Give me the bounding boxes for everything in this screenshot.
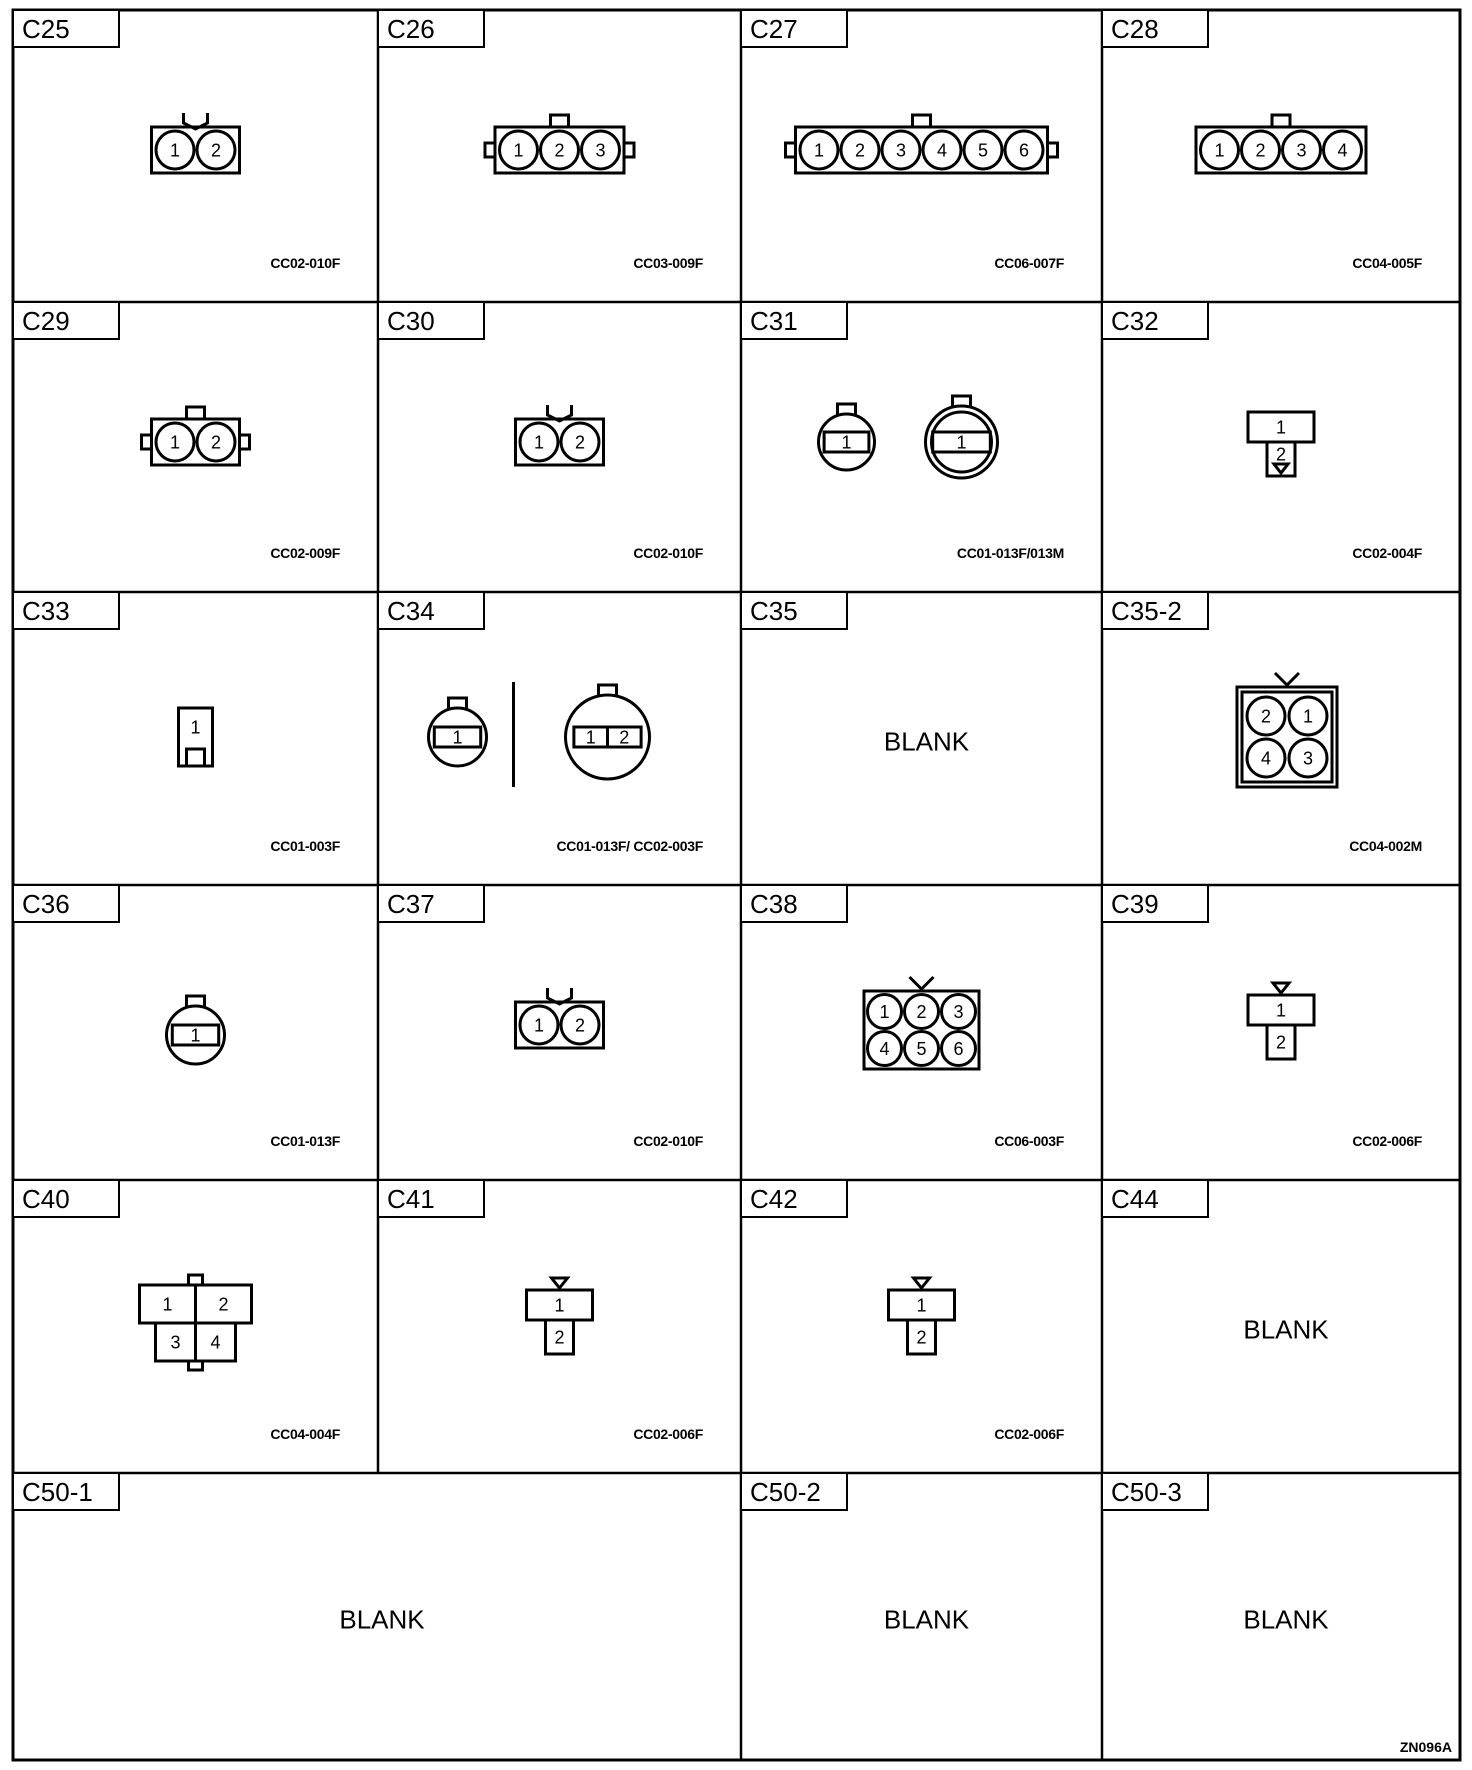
pin-number: 1 xyxy=(169,140,181,161)
connector-cell-c28 xyxy=(1102,10,1423,271)
pin-number: 1 xyxy=(1302,706,1314,727)
connector-cell-c34 xyxy=(378,592,704,854)
pin-number: 2 xyxy=(916,1327,927,1348)
cell-label: C41 xyxy=(387,1184,435,1214)
latch-v xyxy=(910,977,934,989)
pin-number: 2 xyxy=(1275,444,1287,465)
latch-tab xyxy=(187,407,205,419)
pin-number: 4 xyxy=(1260,748,1272,769)
cell-label: C36 xyxy=(22,889,70,919)
connector-cell-c31 xyxy=(741,302,1064,561)
connector-cell-c35-2 xyxy=(1102,592,1422,854)
blank-text: BLANK xyxy=(883,726,970,757)
pin-number: 1 xyxy=(1275,1000,1287,1021)
connector-cell-c27 xyxy=(741,10,1065,271)
pin-number: 1 xyxy=(1275,417,1287,438)
latch-triangle xyxy=(1273,983,1289,993)
connector-cell-c25 xyxy=(13,10,341,271)
cell-label: C37 xyxy=(387,889,435,919)
connector-cell-c50-3 xyxy=(1102,1473,1329,1635)
latch-triangle xyxy=(552,1278,568,1288)
connector-cell-c29 xyxy=(13,302,341,561)
cell-label: C34 xyxy=(387,596,435,626)
pin-number: 6 xyxy=(953,1039,964,1059)
connector-cell-c33 xyxy=(13,592,341,854)
pin-number: 4 xyxy=(936,140,948,161)
pin-number: 2 xyxy=(554,1327,565,1348)
connector-cell-c38 xyxy=(741,885,1065,1149)
pin-number: 1 xyxy=(452,727,463,748)
pin-number: 1 xyxy=(585,727,596,748)
cell-label: C38 xyxy=(750,889,798,919)
cell-label: C28 xyxy=(1111,14,1159,44)
pin-number: 1 xyxy=(162,1294,173,1315)
pin-number: 1 xyxy=(513,140,524,161)
part-code: CC02-006F xyxy=(633,1426,703,1442)
pin-number: 1 xyxy=(956,432,967,453)
pin-number: 5 xyxy=(916,1039,927,1059)
cell-label: C39 xyxy=(1111,889,1159,919)
cell-label: C44 xyxy=(1111,1184,1159,1214)
part-code: CC01-013F xyxy=(270,1133,340,1149)
pin-number: 2 xyxy=(218,1294,229,1315)
part-code: CC06-003F xyxy=(994,1133,1064,1149)
pin-number: 1 xyxy=(169,432,181,453)
connector-cell-c26 xyxy=(378,10,704,271)
part-code: CC01-013F/ CC02-003F xyxy=(556,838,703,854)
cell-label: C27 xyxy=(750,14,798,44)
cell-label: C40 xyxy=(22,1184,70,1214)
part-code: CC02-010F xyxy=(270,255,340,271)
pin-number: 1 xyxy=(554,1295,565,1316)
part-code: CC02-009F xyxy=(270,545,340,561)
latch-triangle xyxy=(914,1278,930,1288)
pin-number: 1 xyxy=(879,1002,890,1022)
part-code: CC01-013F/013M xyxy=(956,545,1064,561)
connector-cell-c30 xyxy=(378,302,704,561)
pin-number: 2 xyxy=(1255,140,1266,161)
part-code: CC02-006F xyxy=(1352,1133,1422,1149)
part-code: CC02-004F xyxy=(1352,545,1422,561)
part-code: CC06-007F xyxy=(994,255,1064,271)
pin-number: 2 xyxy=(210,140,222,161)
pin-number: 6 xyxy=(1018,140,1030,161)
pin-number: 2 xyxy=(1260,706,1272,727)
connector-cell-c44 xyxy=(1102,1180,1329,1345)
pin-number: 1 xyxy=(813,140,825,161)
cell-label: C25 xyxy=(22,14,70,44)
cell-label: C30 xyxy=(387,306,435,336)
pin-number: 2 xyxy=(854,140,866,161)
blank-text: BLANK xyxy=(339,1604,425,1635)
cell-label: C33 xyxy=(22,596,70,626)
part-code: CC02-010F xyxy=(633,545,703,561)
pin-number: 2 xyxy=(916,1002,927,1022)
pin-number: 4 xyxy=(1337,140,1348,161)
part-code: CC02-006F xyxy=(994,1426,1064,1442)
pin-number: 3 xyxy=(1296,140,1307,161)
latch-tab xyxy=(1272,115,1290,127)
cell-label: C50-3 xyxy=(1111,1477,1182,1507)
pin-number: 5 xyxy=(977,140,989,161)
pin-number: 2 xyxy=(1275,1032,1287,1053)
cell-label: C42 xyxy=(750,1184,798,1214)
pin-number: 3 xyxy=(595,140,606,161)
cell-label: C31 xyxy=(750,306,798,336)
cell-label: C32 xyxy=(1111,306,1159,336)
connector-cell-c42 xyxy=(741,1180,1065,1442)
cell-label: C35 xyxy=(750,596,798,626)
drawing-code: ZN096A xyxy=(1399,1739,1452,1755)
pin-number: 1 xyxy=(533,432,545,453)
connector-cell-c37 xyxy=(378,885,704,1149)
pin-number: 3 xyxy=(895,140,907,161)
blank-text: BLANK xyxy=(883,1604,970,1635)
blank-text: BLANK xyxy=(1243,1314,1329,1345)
pin-number: 1 xyxy=(190,717,201,738)
cell-label: C50-2 xyxy=(750,1477,821,1507)
pin-number: 1 xyxy=(841,432,852,453)
connector-cell-c36 xyxy=(13,885,341,1149)
pin-number: 3 xyxy=(953,1002,964,1022)
part-code: CC04-002M xyxy=(1349,838,1422,854)
pin-number: 1 xyxy=(916,1295,927,1316)
latch-tab xyxy=(913,115,931,127)
connector-cell-c32 xyxy=(1102,302,1423,561)
pin-number: 1 xyxy=(190,1025,201,1046)
connector-cell-c40 xyxy=(13,1180,341,1442)
cell-label: C26 xyxy=(387,14,435,44)
cell-label: C29 xyxy=(22,306,70,336)
pin-number: 4 xyxy=(210,1332,221,1353)
connector-cell-c50-1 xyxy=(13,1473,425,1635)
pin-number: 2 xyxy=(574,1015,586,1036)
pin-number: 1 xyxy=(533,1015,545,1036)
blank-text: BLANK xyxy=(1243,1604,1329,1635)
part-code: CC03-009F xyxy=(633,255,703,271)
connector-cell-c35 xyxy=(741,592,970,757)
part-code: CC04-005F xyxy=(1352,255,1422,271)
latch-v xyxy=(1275,673,1299,685)
part-code: CC04-004F xyxy=(270,1426,340,1442)
latch-tab xyxy=(189,1361,203,1370)
pin-number: 3 xyxy=(170,1332,181,1353)
pin-number: 1 xyxy=(1214,140,1225,161)
connector-cell-c39 xyxy=(1102,885,1423,1149)
pin-number: 2 xyxy=(554,140,565,161)
pin-number: 2 xyxy=(574,432,586,453)
pin-number: 2 xyxy=(210,432,222,453)
cell-label: C35-2 xyxy=(1111,596,1182,626)
connector-cell-c50-2 xyxy=(741,1473,970,1635)
pin-number: 2 xyxy=(619,727,630,748)
connector-cell-c41 xyxy=(378,1180,704,1442)
cell-label: C50-1 xyxy=(22,1477,93,1507)
pin-number: 3 xyxy=(1302,748,1314,769)
pin-number: 4 xyxy=(879,1039,890,1059)
part-code: CC02-010F xyxy=(633,1133,703,1149)
latch-tab xyxy=(551,115,569,127)
part-code: CC01-003F xyxy=(270,838,340,854)
